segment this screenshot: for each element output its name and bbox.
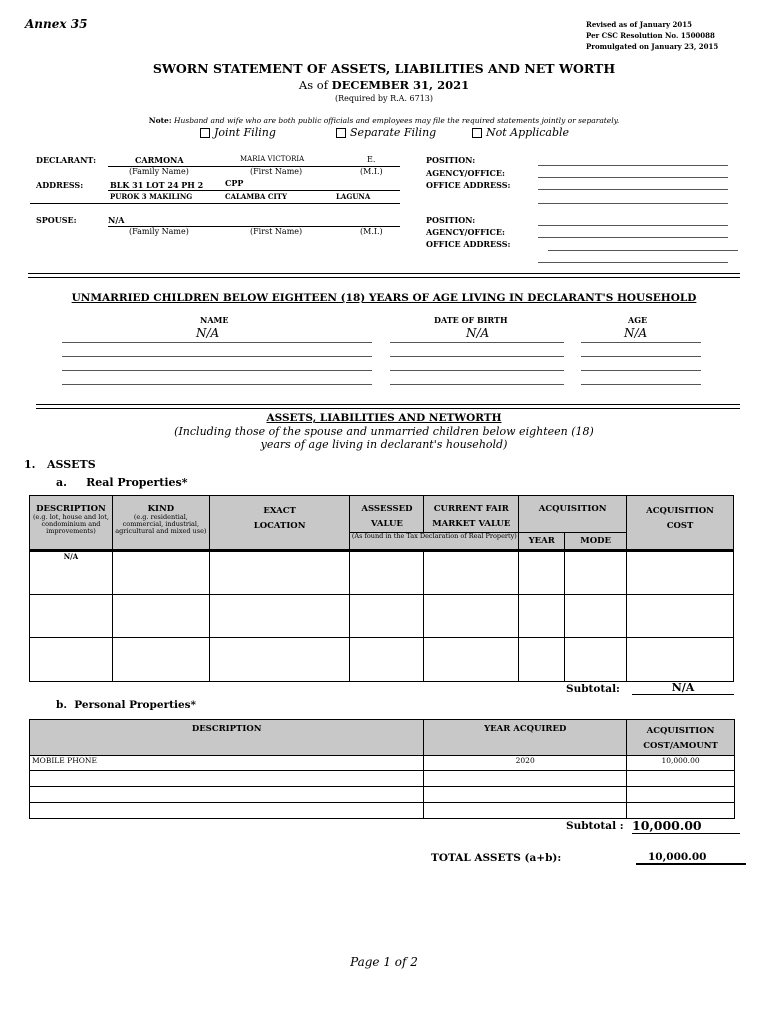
real-subtotal-value: N/A [632, 681, 734, 695]
declarant-family-name: CARMONA [135, 155, 184, 165]
pp-row-year[interactable] [424, 787, 627, 803]
real-properties-heading: a. Real Properties* [56, 476, 188, 489]
table-cell[interactable] [350, 638, 424, 682]
real-first-entry: N/A [63, 552, 79, 561]
table-row [30, 787, 735, 803]
age-line[interactable] [581, 342, 701, 343]
pp-col-description: DESCRIPTION [30, 720, 424, 756]
declarant-label: DECLARANT: [36, 155, 97, 165]
col-acq-cost-label2: COST [666, 521, 694, 531]
mi-caption: (M.I.) [360, 167, 383, 176]
page-number: Page 1 of 2 [350, 955, 418, 969]
col-location [209, 496, 350, 551]
declarant-first-name: MARIA VICTORIA [240, 155, 305, 163]
personal-subtotal-label: Subtotal : [566, 820, 624, 832]
filing-separate-label: Separate Filing [350, 126, 437, 139]
spouse-position-field[interactable] [538, 225, 728, 226]
age-line[interactable] [581, 356, 701, 357]
children-title: UNMARRIED CHILDREN BELOW EIGHTEEN (18) YEARS OF AGE LIVING IN DECLARANT'S HOUSEHOLD [71, 292, 697, 304]
table-cell[interactable] [209, 595, 350, 638]
real-subtotal-label: Subtotal: [566, 683, 620, 695]
children-col-age: AGE [628, 315, 648, 325]
child-line[interactable] [62, 370, 372, 371]
table-cell[interactable] [424, 595, 519, 638]
child-line[interactable] [62, 384, 372, 385]
separator [36, 404, 740, 405]
col-assessed [350, 496, 424, 533]
checkbox-icon[interactable] [200, 128, 210, 138]
note [0, 116, 768, 125]
pp-row-year[interactable] [424, 803, 627, 819]
office-address-field-2[interactable] [538, 203, 728, 204]
pp-row-cost[interactable]: 10,000.00 [627, 756, 735, 771]
agency-field[interactable] [538, 177, 728, 178]
separator [28, 273, 740, 274]
col-acq-cost [627, 496, 734, 551]
spouse-office-field-2[interactable] [538, 262, 728, 263]
col-mode: MODE [565, 533, 627, 551]
age-line[interactable] [581, 370, 701, 371]
checkbox-icon[interactable] [336, 128, 346, 138]
pp-row-cost[interactable] [627, 803, 735, 819]
alnw-title: ASSETS, LIABILITIES AND NETWORTH [266, 412, 502, 424]
tax-note: (As found in the Tax Declaration of Real Property) [350, 533, 519, 551]
pp-col-cost [627, 720, 735, 756]
spouse-office-label: OFFICE ADDRESS: [426, 239, 511, 249]
table-cell[interactable] [209, 551, 350, 595]
table-cell[interactable] [519, 638, 565, 682]
separator [36, 408, 740, 409]
address-label: ADDRESS: [36, 180, 84, 190]
page-title: SWORN STATEMENT OF ASSETS, LIABILITIES AND NET WORTH [152, 61, 616, 76]
table-cell[interactable] [350, 595, 424, 638]
table-cell[interactable] [424, 551, 519, 595]
pp-col-year: YEAR ACQUIRED [424, 720, 627, 756]
promulgated-text: Promulgated on January 23, 2015 [586, 42, 719, 51]
filing-joint-label: Joint Filing [214, 126, 276, 139]
address-line2c: LAGUNA [336, 192, 371, 201]
col-fair [424, 496, 519, 533]
table-cell[interactable] [112, 551, 209, 595]
required-by: (Required by R.A. 6713) [334, 94, 434, 103]
as-of-date: DECEMBER 31, 2021 [331, 78, 470, 92]
spouse-office-field[interactable] [548, 250, 738, 251]
col-description-sub: (e.g. lot, house and lot, condominium and improvements) [32, 513, 109, 536]
table-cell[interactable] [519, 595, 565, 638]
alnw-subtitle2: years of age living in declarant's household) [260, 438, 508, 451]
address-line1: BLK 31 LOT 24 PH 2 [110, 180, 204, 190]
separator [28, 277, 740, 278]
children-col-name: NAME [200, 315, 229, 325]
table-cell[interactable] [112, 638, 209, 682]
col-kind [112, 496, 209, 551]
table-row [30, 771, 735, 787]
real-row-1-description[interactable] [30, 551, 113, 595]
col-description-label: DESCRIPTION [36, 504, 106, 514]
spouse-agency-label: AGENCY/OFFICE: [426, 227, 505, 237]
personal-properties-table [29, 719, 735, 819]
agency-label: AGENCY/OFFICE: [426, 168, 505, 178]
note-label: Note: [148, 116, 172, 125]
spouse-family-name: N/A [108, 215, 125, 225]
children-col-dob: DATE OF BIRTH [434, 315, 508, 325]
filing-na-label: Not Applicable [486, 126, 570, 139]
child-name: N/A [196, 326, 220, 340]
total-assets-value: 10,000.00 [636, 851, 746, 865]
col-description [30, 496, 113, 551]
table-cell[interactable] [627, 595, 734, 638]
declarant-mi: E. [367, 155, 376, 164]
first-caption: (First Name) [250, 167, 303, 176]
pp-row-year[interactable] [424, 771, 627, 787]
table-cell[interactable] [424, 638, 519, 682]
dob-line[interactable] [390, 356, 564, 357]
as-of-label: As of [298, 78, 328, 92]
child-dob: N/A [466, 326, 490, 340]
filing-separate[interactable] [336, 126, 436, 139]
pp-col-cost-label2: COST/AMOUNT [643, 741, 718, 751]
dob-line[interactable] [390, 384, 564, 385]
col-assessed-label1: ASSESSED [361, 504, 413, 514]
table-row [30, 756, 735, 771]
total-assets-label: TOTAL ASSETS (a+b): [431, 852, 562, 864]
col-kind-label: KIND [147, 504, 175, 514]
pp-row-cost[interactable] [627, 771, 735, 787]
dob-line[interactable] [390, 342, 564, 343]
spouse-position-label: POSITION: [426, 215, 476, 225]
pp-row-description[interactable] [30, 803, 424, 819]
table-cell[interactable] [112, 595, 209, 638]
table-cell[interactable] [30, 638, 113, 682]
pp-col-cost-label1: ACQUISITION [646, 726, 715, 736]
col-assessed-label2: VALUE [370, 519, 403, 529]
address-line1b: CPP [225, 178, 244, 188]
table-cell[interactable] [209, 638, 350, 682]
child-age: N/A [624, 326, 648, 340]
address-line2a: PUROK 3 MAKILING [110, 192, 193, 201]
table-cell[interactable] [30, 595, 113, 638]
spouse-family-caption: (Family Name) [129, 227, 189, 236]
office-address-label: OFFICE ADDRESS: [426, 180, 511, 190]
col-location-label1: EXACT [263, 506, 296, 516]
spouse-label: SPOUSE: [36, 215, 77, 225]
col-acquisition: ACQUISITION [519, 496, 627, 533]
personal-properties-heading: b. Personal Properties* [56, 699, 197, 711]
alnw-subtitle1: (Including those of the spouse and unmarried children below eighteen (18) [174, 425, 594, 438]
dob-line[interactable] [390, 370, 564, 371]
assets-heading: 1. ASSETS [24, 458, 96, 471]
child-line[interactable] [62, 356, 372, 357]
spouse-first-caption: (First Name) [250, 227, 303, 236]
address-line2b: CALAMBA CITY [225, 192, 287, 201]
table-cell[interactable] [627, 551, 734, 595]
col-fair-label2: MARKET VALUE [432, 519, 511, 529]
table-cell[interactable] [519, 551, 565, 595]
col-fair-label1: CURRENT FAIR [433, 504, 509, 514]
age-line[interactable] [581, 384, 701, 385]
position-field[interactable] [538, 165, 728, 166]
spouse-mi-caption: (M.I.) [360, 227, 383, 236]
filing-joint[interactable] [200, 126, 276, 139]
annex-label: Annex 35 [25, 17, 88, 31]
real-properties-table [29, 495, 734, 682]
table-cell[interactable] [350, 551, 424, 595]
table-cell[interactable] [565, 595, 627, 638]
office-address-field[interactable] [538, 189, 728, 190]
col-year: YEAR [519, 533, 565, 551]
family-caption: (Family Name) [129, 167, 189, 176]
personal-subtotal-value: 10,000.00 [632, 818, 740, 834]
resolution-text: Per CSC Resolution No. 1500088 [586, 31, 715, 40]
col-acq-cost-label1: ACQUISITION [646, 506, 714, 516]
pp-row-year[interactable]: 2020 [424, 756, 627, 771]
child-line[interactable] [62, 342, 372, 343]
table-cell[interactable] [565, 638, 627, 682]
filing-na[interactable] [472, 126, 569, 139]
revision-info [586, 19, 718, 52]
checkbox-icon[interactable] [472, 128, 482, 138]
table-cell[interactable] [565, 551, 627, 595]
table-row [30, 803, 735, 819]
note-text: Husband and wife who are both public officials and employees may file the required statements jointly or separately. [173, 116, 620, 125]
pp-row-description[interactable] [30, 787, 424, 803]
revised-text: Revised as of January 2015 [586, 20, 692, 29]
table-cell[interactable] [627, 638, 734, 682]
address-line-bottom [30, 203, 400, 204]
spouse-agency-field[interactable] [538, 237, 728, 238]
as-of-line [0, 78, 768, 92]
col-kind-sub: (e.g. residential, commercial, industrial, agricultural and mixed use) [115, 513, 207, 536]
pp-row-description[interactable]: MOBILE PHONE [30, 756, 424, 771]
address-line [108, 190, 400, 191]
pp-row-description[interactable] [30, 771, 424, 787]
col-location-label2: LOCATION [253, 521, 306, 531]
pp-row-cost[interactable] [627, 787, 735, 803]
position-label: POSITION: [426, 155, 476, 165]
